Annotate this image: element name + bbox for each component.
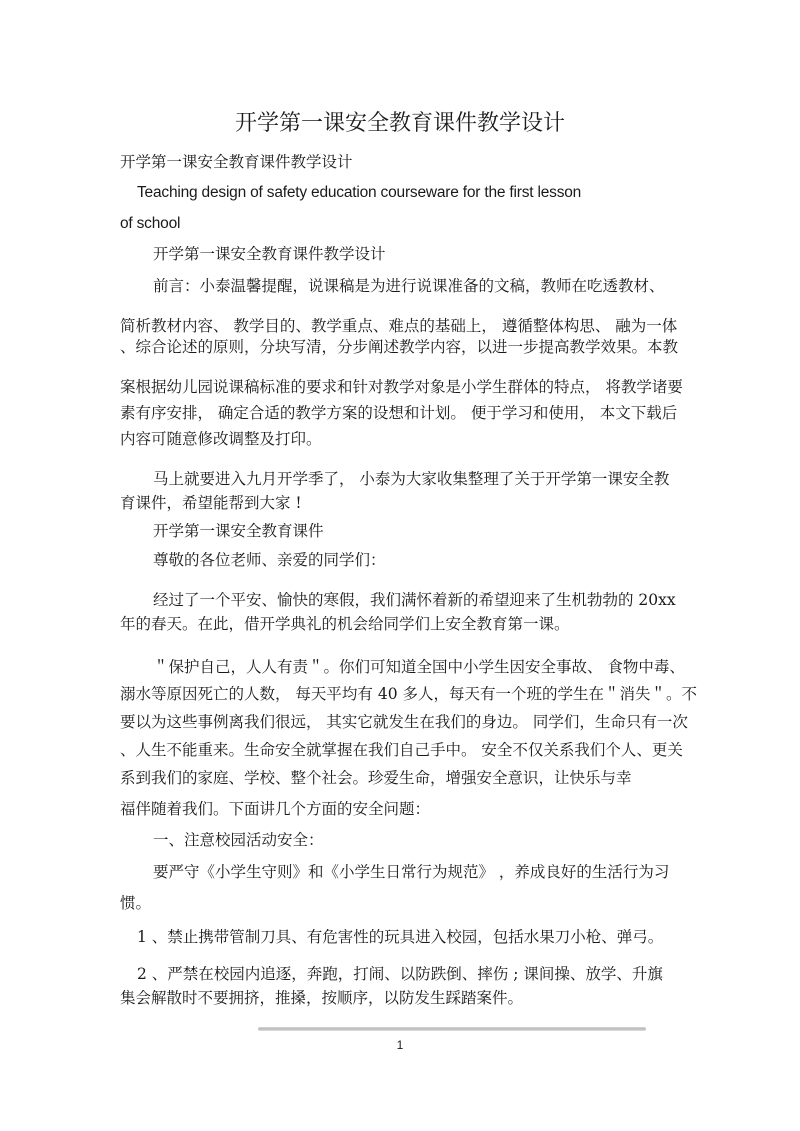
paragraph-line: 素有序安排， 确定合适的教学方案的设想和计划。 便于学习和使用， 本文下载后	[120, 404, 678, 422]
paragraph-line: 经过了一个平安、愉快的寒假，我们满怀着新的希望迎来了生机勃勃的 20xx	[153, 591, 676, 609]
english-title-line: Teaching design of safety education courseware for the first lesson	[137, 184, 582, 201]
section-heading: 开学第一课安全教育课件	[153, 522, 324, 540]
list-item: 2 、严禁在校园内追逐，奔跑，打闹、以防跌倒、摔伤 ; 课间操、放学、升旗	[137, 965, 663, 983]
english-title-line: of school	[120, 215, 181, 232]
paragraph-line: ＂保护自己，人人有责＂。你们可知道全国中小学生因安全事故、 食物中毒、	[153, 658, 685, 676]
document-title: 开学第一课安全教育课件教学设计	[234, 111, 565, 136]
paragraph-line: 内容可随意修改调整及打印。	[120, 430, 322, 448]
paragraph-line: 福伴随着我们。下面讲几个方面的安全问题：	[120, 800, 431, 818]
paragraph-line: 、综合论述的原则，分块写清，分步阐述教学内容，以进一步提高教学效果。本教	[120, 338, 679, 356]
paragraph-line: 马上就要进入九月开学季了， 小泰为大家收集整理了关于开学第一课安全教	[153, 470, 670, 488]
subtitle-line: 开学第一课安全教育课件教学设计	[120, 153, 353, 171]
paragraph-line: 育课件，希望能帮到大家 !	[120, 494, 302, 512]
section-heading: 开学第一课安全教育课件教学设计	[153, 245, 386, 263]
paragraph-line: 、人生不能重来。生命安全就掌握在我们自己手中。 安全不仅关系我们个人、更关	[120, 741, 683, 759]
paragraph-line: 要严守《小学生守则》和《小学生日常行为规范》 ，养成良好的生活行为习	[153, 863, 670, 881]
salutation-line: 尊敬的各位老师、亲爱的同学们：	[153, 551, 386, 569]
section-heading: 一、注意校园活动安全：	[153, 831, 324, 849]
paragraph-line: 要以为这些事例离我们很远， 其实它就发生在我们的身边。 同学们，生命只有一次	[120, 713, 688, 731]
paragraph-line: 惯。	[120, 894, 152, 912]
paragraph-line: 简析教材内容、 教学目的、教学重点、难点的基础上， 遵循整体构思、 融为一体	[120, 317, 678, 335]
paragraph-line: 案根据幼儿园说课稿标准的要求和针对教学对象是小学生群体的特点， 将教学诸要	[120, 378, 683, 396]
paragraph-line: 前言：小泰温馨提醒，说课稿是为进行说课准备的文稿，教师在吃透教材、	[153, 277, 665, 295]
list-item-continuation: 集会解散时不要拥挤，推搡，按顺序，以防发生踩踏案件。	[120, 989, 524, 1007]
page-number: 1	[396, 1038, 404, 1052]
paragraph-line: 溺水等原因死亡的人数， 每天平均有 40 多人，每天有一个班的学生在＂消失＂。不	[120, 685, 698, 703]
footer-divider	[258, 1027, 646, 1031]
paragraph-line: 年的春天。在此，借开学典礼的机会给同学们上安全教育第一课。	[120, 615, 570, 633]
paragraph-line: 系到我们的家庭、学校、整个社会。珍爱生命，增强安全意识，让快乐与幸	[120, 769, 632, 787]
list-item: 1 、禁止携带管制刀具、有危害性的玩具进入校园，包括水果刀小枪、弹弓。	[137, 928, 664, 946]
